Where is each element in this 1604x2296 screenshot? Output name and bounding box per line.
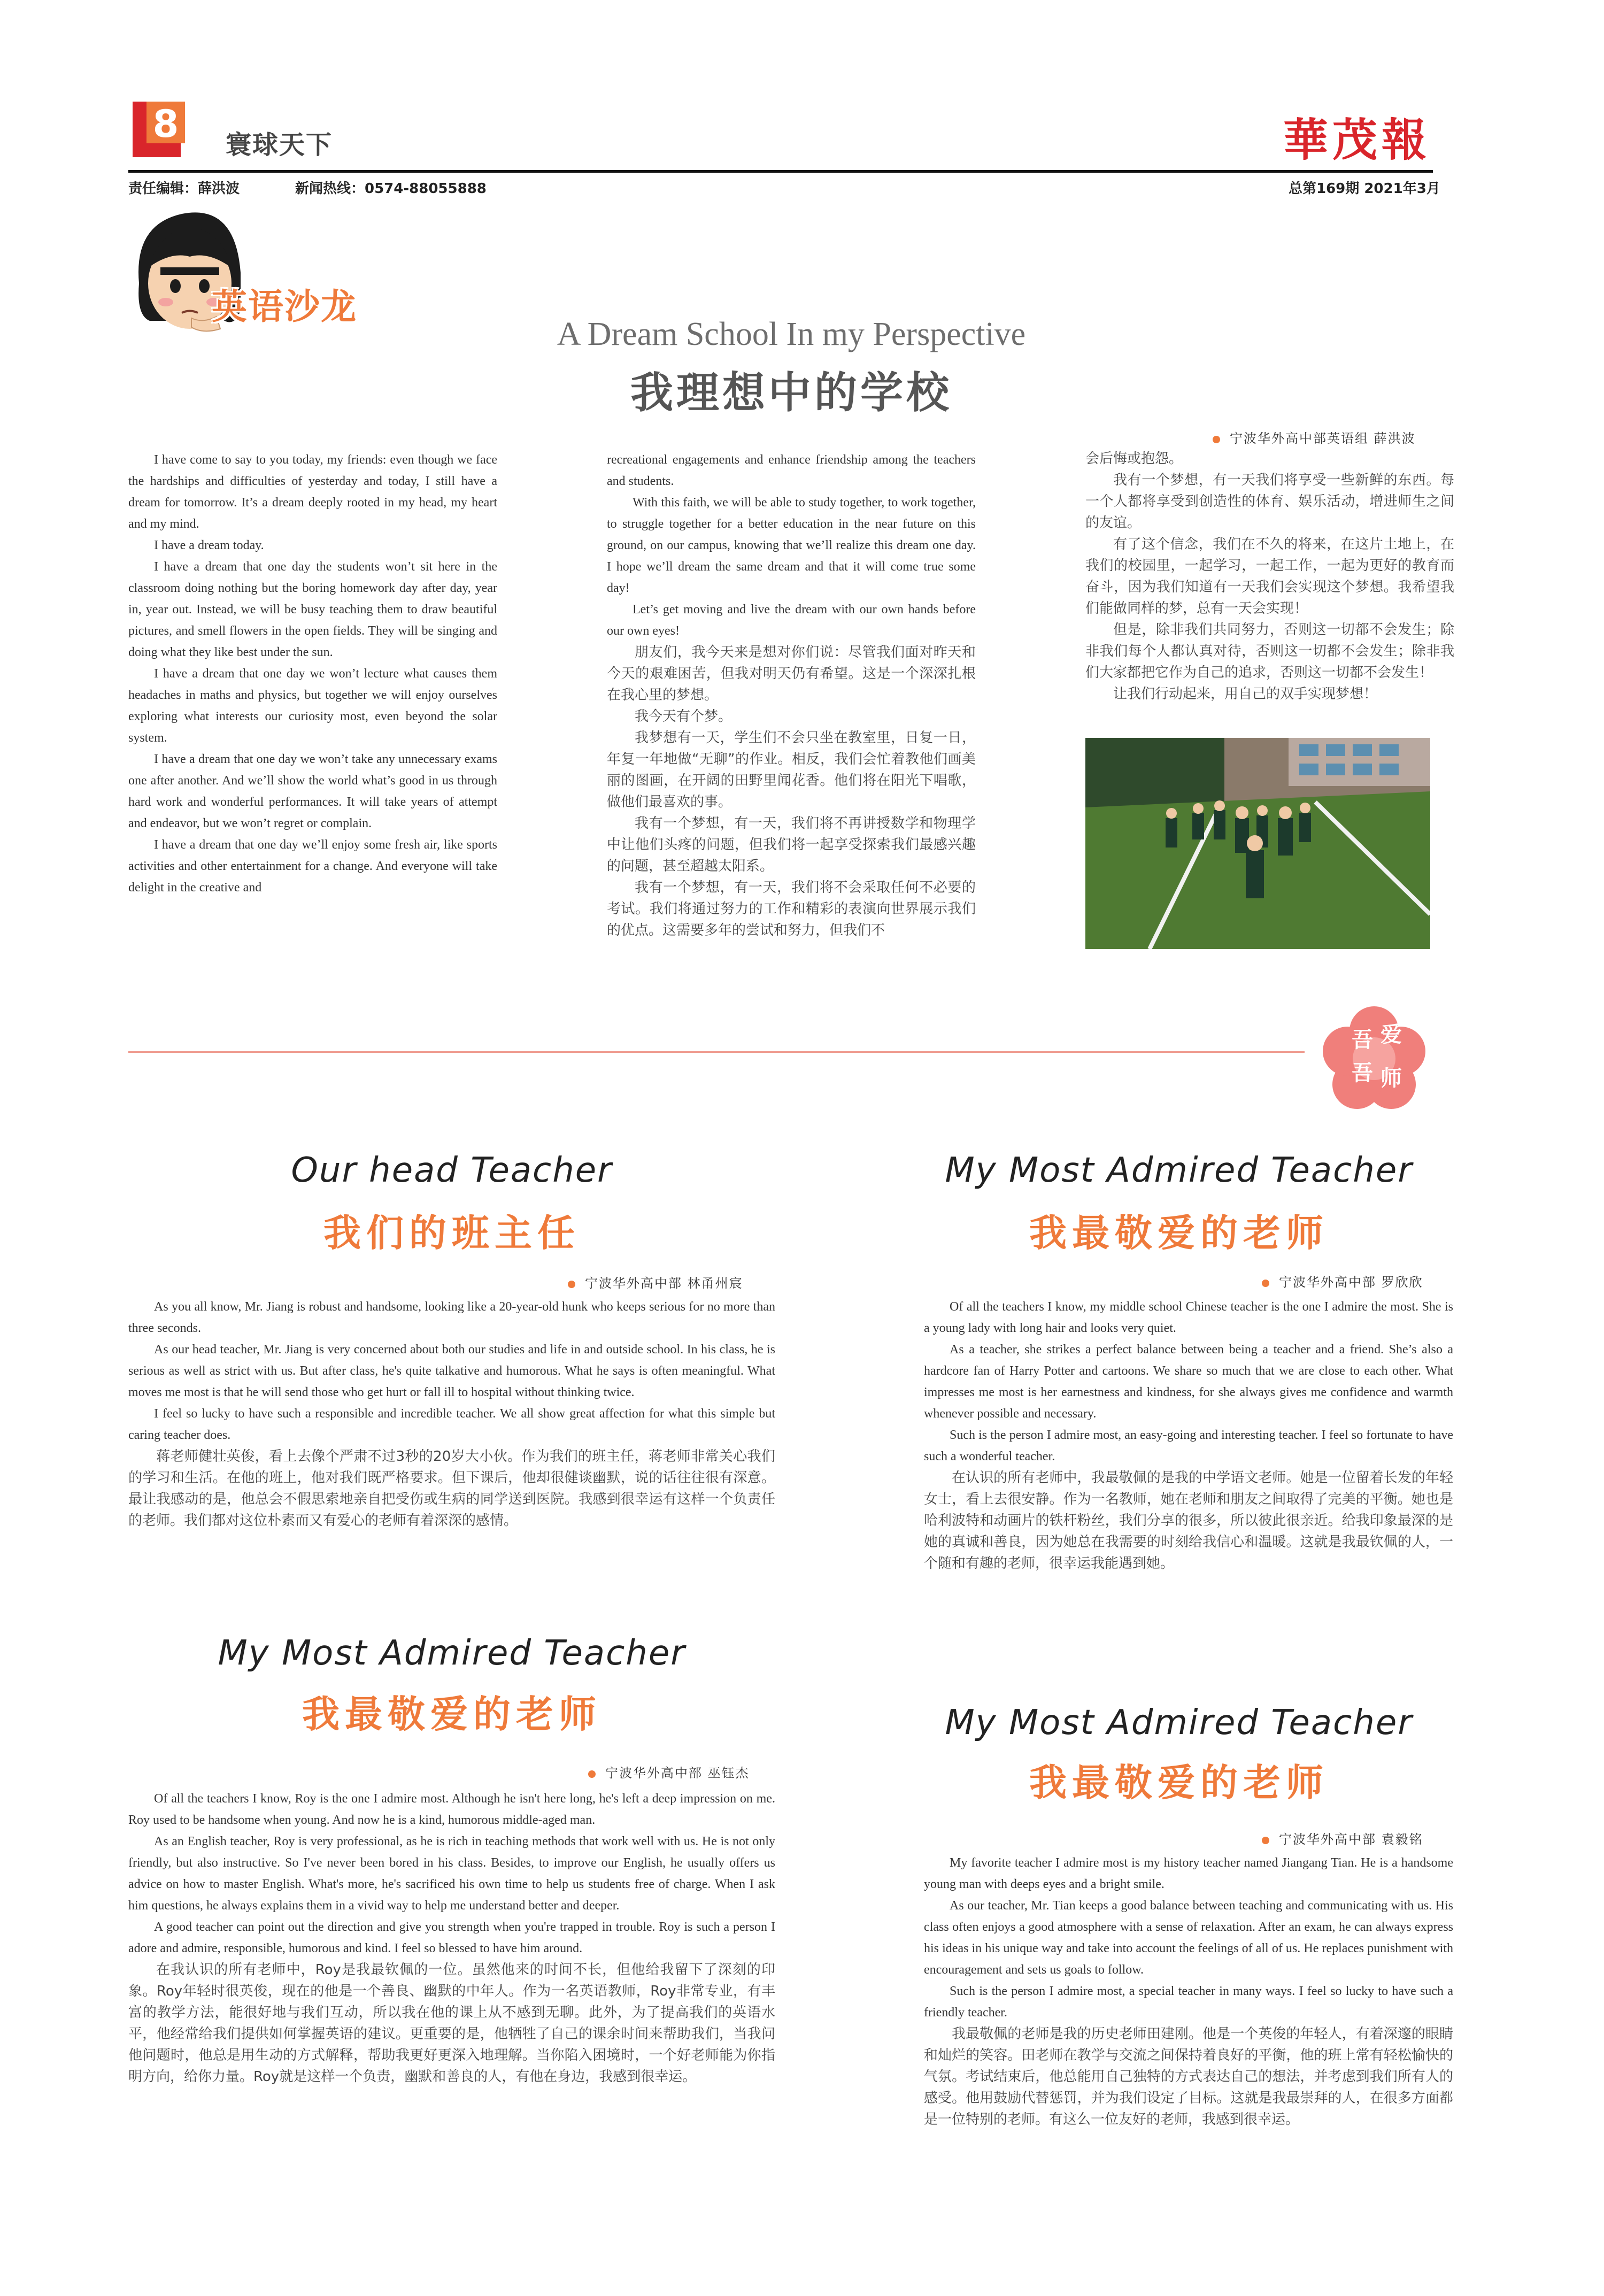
head-teacher-author: 宁波华外高中部 林甬州宸 — [568, 1273, 743, 1291]
paragraph: Of all the teachers I know, my middle school Chinese teacher is the one I admire the most. She is a young lady with long hair and looks very quiet. — [924, 1300, 1453, 1335]
main-article-column-3 — [1085, 448, 1454, 705]
hotline-label: 新闻热线：0574-88055888 — [295, 181, 487, 197]
admired-3-author: 宁波华外高中部 袁毅铭 — [1262, 1829, 1423, 1847]
page-number: 8 — [152, 102, 179, 146]
main-article-author: 宁波华外高中部英语组 薛洪波 — [1213, 428, 1416, 446]
paragraph: 蒋老师健壮英俊，看上去像个严肃不过3秒的20岁大小伙。作为我们的班主任，蒋老师非常关心我们的学习和生活。在他的班上，他对我们既严格要求。但下课后，他却很健谈幽默，说的话往往很有深意。最让我感动的是，他总会不假思索地亲自把受伤或生病的同学送到医院。我感到很幸运有这样一个负责任的老师。我们都对这位朴素而又有爱心的老师有着深深的感情。 — [128, 1449, 775, 1529]
paragraph: 我有一个梦想，有一天，我们将不会采取任何不必要的考试。我们将通过努力的工作和精彩的表演向世界展示我们的优点。这需要多年的尝试和努力，但我们不 — [607, 880, 976, 938]
bullet-dot-icon — [1262, 1280, 1269, 1287]
paragraph: 我有一个梦想，有一天，我们将不再讲授数学和物理学中让他们头疼的问题，但我们将一起享受探索我们最感兴趣的问题，甚至超越太阳系。 — [607, 815, 976, 874]
paragraph: I have a dream today. — [154, 538, 264, 552]
paragraph: Such is the person I admire most, a special teacher in many ways. I feel so lucky to have such a friendly teacher. — [924, 1984, 1453, 2020]
masthead-rule — [128, 170, 1433, 173]
paragraph: 我梦想有一天，学生们不会只坐在教室里，日复一日，年复一年地做“无聊”的作业。相反，我们会忙着教他们画美丽的图画，在开阔的田野里闻花香。他们将在阳光下唱歌，做他们最喜欢的事。 — [607, 730, 976, 810]
column-title: 英语沙龙 — [212, 286, 357, 327]
head-teacher-body — [128, 1296, 775, 1531]
paragraph: Of all the teachers I know, Roy is the one I admire most. Although he isn't here long, he's left a deep impression on me. Roy used to be handsome when young. And now he is a kind, humorous middle-aged man. — [128, 1792, 775, 1827]
paragraph: My favorite teacher I admire most is my history teacher named Jiangang Tian. He is a handsome young man with deeps eyes and a bright smile. — [924, 1856, 1453, 1891]
admired-2-body — [128, 1788, 775, 2087]
admired-2-title-en: My Most Admired Teacher — [218, 1634, 686, 1673]
paragraph: As a teacher, she strikes a perfect balance between being a teacher and a friend. She’s also a hardcore fan of Harry Potter and cartoons. We share so much that we are close to each other. What impresses me most is her earnestness and kindness, for she always gives me confidence and warmth whenever possible and necessary. — [924, 1343, 1453, 1421]
paragraph: I have a dream that one day the students won’t sit here in the classroom doing nothing but the boring homework day after day, year in, year out. Instead, we will be busy teaching them to draw beautiful pictures, and smell flowers in the open fields. They will be singing and doing what they like best under the sun. — [128, 560, 497, 659]
paragraph: 朋友们，我今天来是想对你们说：尽管我们面对昨天和今天的艰难困苦，但我对明天仍有希望。这是一个深深扎根在我心里的梦想。 — [607, 644, 976, 703]
paragraph: 我最敬佩的老师是我的历史老师田建刚。他是一个英俊的年轻人，有着深邃的眼睛和灿烂的笑容。田老师在教学与交流之间保持着良好的平衡，他的班上常有轻松愉快的气氛。考试结束后，他总能用自己独特的方式表达自己的想法，并考虑到我们所有人的感受。他用鼓励代替惩罚，并为我们设定了目标。这就是我最崇拜的人，在很多方面都是一位特别的老师。有这么一位友好的老师，我感到很幸运。 — [924, 2026, 1453, 2128]
newspaper-logo: 華茂報 — [1283, 113, 1431, 166]
paragraph: 有了这个信念，我们在不久的将来，在这片土地上，在我们的校园里，一起学习，一起工作，一起为更好的教育而奋斗，因为我们知道有一天我们会实现这个梦想。我希望我们能做同样的梦，总有一天会实现！ — [1085, 536, 1454, 617]
main-article-title-en: A Dream School In my Perspective — [557, 316, 1026, 352]
students-running-photo — [1085, 738, 1430, 949]
admired-3-title-en: My Most Admired Teacher — [945, 1703, 1413, 1743]
admired-1-author: 宁波华外高中部 罗欣欣 — [1262, 1272, 1423, 1290]
page-number-badge — [133, 102, 186, 157]
paragraph: A good teacher can point out the direction and give you strength when you're trapped in trouble. Roy is such a person I adore and admire, responsible, humorous and kind. I feel so blessed to have him around. — [128, 1920, 775, 1955]
admired-3-title-cn: 我最敬爱的老师 — [1029, 1761, 1329, 1805]
paragraph: As our teacher, Mr. Tian keeps a good balance between teaching and communicating with us. His class often enjoys a good atmosphere with a sense of relaxation. After an exam, he can always express his ideas in his unique way and take into account the feelings of all of us. He replaces punishment with encouragement and sets us goals to follow. — [924, 1899, 1453, 1977]
paragraph: As our head teacher, Mr. Jiang is very concerned about both our studies and life in and outside school. In his class, he is serious as well as strict with us. But after class, he's quite talkative and humorous. What he says is often meaningful. What moves me most is that he will send those who get hurt or fall ill to hospital without thinking twice. — [128, 1343, 775, 1399]
main-article-title-cn: 我理想中的学校 — [630, 368, 952, 418]
main-article-column-2 — [607, 449, 976, 941]
head-teacher-title-en: Our head Teacher — [291, 1151, 613, 1190]
paragraph: Let’s get moving and live the dream with our own hands before our own eyes! — [607, 603, 976, 638]
paragraph: I have a dream that one day we won’t take any unnecessary exams one after another. And we’ll show the world what’s good in us through hard work and wonderful performances. It will take years of attempt and endeavor, but we won’t regret or complain. — [128, 752, 497, 830]
admired-3-body — [924, 1852, 1453, 2130]
badge-char-2: 爱 — [1381, 1022, 1402, 1047]
bullet-dot-icon — [568, 1281, 575, 1288]
paragraph: Such is the person I admire most, an easy-going and interesting teacher. I feel so fortunate to have such a wonderful teacher. — [924, 1428, 1453, 1463]
paragraph: 但是，除非我们共同努力，否则这一切都不会发生；除非我们每个人都认真对待，否则这一切都不会发生；除非我们大家都把它作为自己的追求，否则这一切都不会发生！ — [1085, 622, 1454, 681]
issue-label: 总第169期 2021年3月 — [1289, 181, 1440, 197]
bullet-dot-icon — [1213, 436, 1220, 443]
bullet-dot-icon — [1262, 1837, 1269, 1844]
paragraph: 在我认识的所有老师中，Roy是我最钦佩的一位。虽然他来的时间不长，但他给我留下了深刻的印象。Roy年轻时很英俊，现在的他是一个善良、幽默的中年人。作为一名英语教师，Roy非常专业，有丰富的教学方法，能很好地与我们互动，所以我在他的课上从不感到无聊。此外，为了提高我们的英语水平，他经常给我们提供如何掌握英语的建议。更重要的是，他牺牲了自己的课余时间来帮助我们，当我问他问题时，他总是用生动的方式解释，帮助我更好更深入地理解。当你陷入困境时，一个好老师能为你指明方向，给你力量。Roy就是这样一个负责，幽默和善良的人，有他在身边，我感到很幸运。 — [128, 1962, 775, 2085]
badge-char-3: 吾 — [1352, 1061, 1373, 1085]
paragraph: I have a dream that one day we’ll enjoy some fresh air, like sports activities and other entertainment for a change. And everyone will take delight in the creative and — [128, 838, 497, 895]
badge-char-1: 吾 — [1352, 1028, 1373, 1052]
paragraph: 让我们行动起来，用自己的双手实现梦想！ — [1113, 686, 1378, 702]
section-name: 寰球天下 — [226, 130, 333, 160]
paragraph: I have come to say to you today, my friends: even though we face the hardships and difficulties of yesterday and today, I still have a dream for tomorrow. It’s a dream deeply rooted in my head, my heart and my mind. — [128, 453, 497, 531]
badge-char-4: 师 — [1381, 1066, 1402, 1091]
admired-2-title-cn: 我最敬爱的老师 — [302, 1692, 602, 1736]
paragraph: As you all know, Mr. Jiang is robust and handsome, looking like a 20-year-old hunk who keeps serious for no more than three seconds. — [128, 1300, 775, 1335]
paragraph: I have a dream that one day we won’t lecture what causes them headaches in maths and physics, but together we will enjoy ourselves exploring what interests our curiosity most, even beyond the solar system. — [128, 667, 497, 745]
admired-1-body — [924, 1296, 1453, 1574]
paragraph: With this faith, we will be able to study together, to work together, to struggle together for a better education in the near future on this ground, on our campus, knowing that we’ll realize this dream one day. I hope we’ll dream the same dream and that it will come true some day! — [607, 496, 976, 595]
paragraph: I feel so lucky to have such a responsible and incredible teacher. We all show great affection for what this simple but caring teacher does. — [128, 1407, 775, 1442]
head-teacher-title-cn: 我们的班主任 — [323, 1211, 580, 1255]
paragraph: 会后悔或抱怨。 — [1085, 451, 1183, 467]
admired-1-title-cn: 我最敬爱的老师 — [1029, 1211, 1329, 1255]
flower-badge-icon — [1321, 1005, 1428, 1112]
paragraph: 我今天有个梦。 — [635, 708, 732, 725]
paragraph: 我有一个梦想，有一天我们将享受一些新鲜的东西。每一个人都将享受到创造性的体育、娱乐活动，增进师生之间的友谊。 — [1085, 472, 1454, 531]
paragraph: 在认识的所有老师中，我最敬佩的是我的中学语文老师。她是一位留着长发的年轻女士，看上去很安静。作为一名教师，她在老师和朋友之间取得了完美的平衡。她也是哈利波特和动画片的铁杆粉丝，我们分享的很多，所以彼此很亲近。给我印象最深的是她的真诚和善良，因为她总在我需要的时刻给我信心和温暖。这就是我最钦佩的人，一个随和有趣的老师，很幸运我能遇到她。 — [924, 1470, 1453, 1571]
paragraph: As an English teacher, Roy is very professional, as he is rich in teaching methods that work well with us. He is not only friendly, but also instructive. So I've never been bored in his class. Besides, to improve our English, he usually offers us advice on how to master English. What's more, he's sacrificed his own time to help us students free of charge. When I ask him questions, he always explains them in a vivid way to help me understand better and deeper. — [128, 1835, 775, 1913]
admired-2-author: 宁波华外高中部 巫钰杰 — [588, 1762, 750, 1781]
admired-1-title-en: My Most Admired Teacher — [945, 1151, 1413, 1190]
section-divider — [128, 1051, 1305, 1053]
bullet-dot-icon — [588, 1770, 596, 1778]
paragraph: recreational engagements and enhance friendship among the teachers and students. — [607, 453, 976, 488]
editor-label: 责任编辑：薛洪波 — [128, 181, 240, 197]
main-article-column-1 — [128, 449, 497, 898]
